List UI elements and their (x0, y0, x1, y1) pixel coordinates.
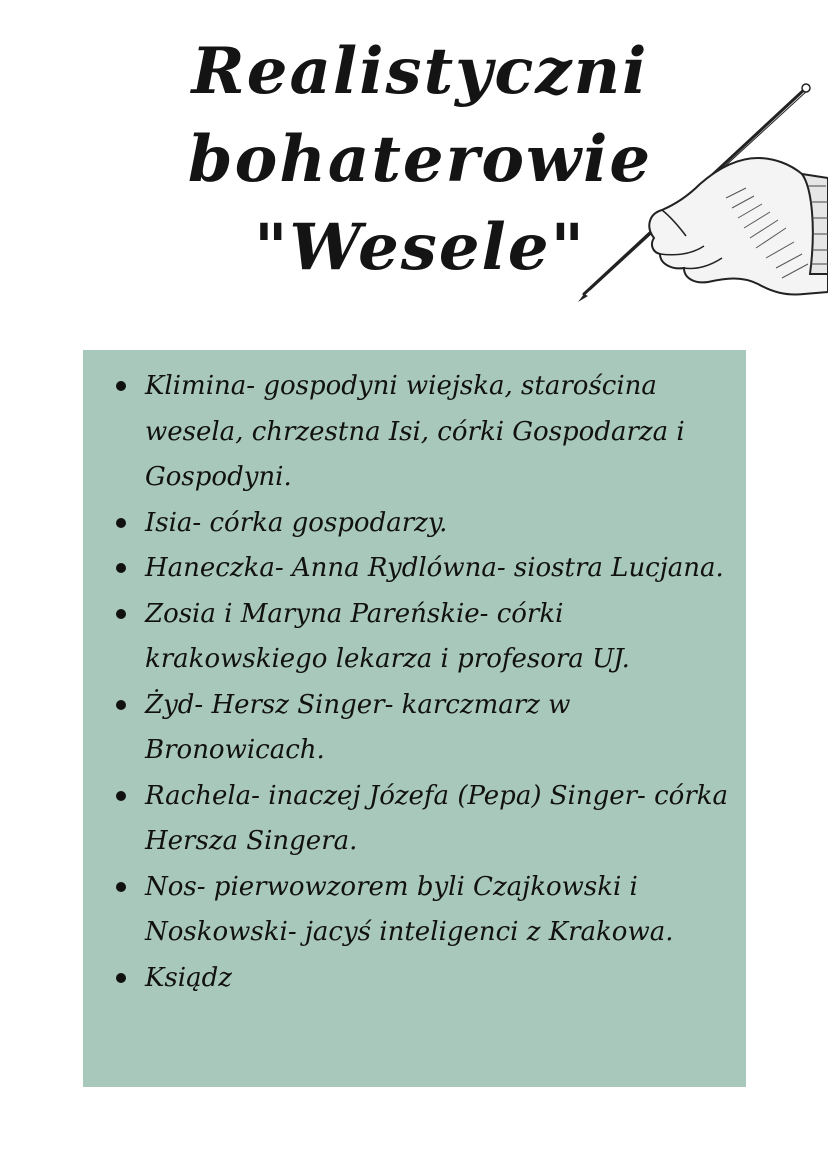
list-item (83, 364, 746, 501)
list-item (83, 774, 746, 865)
characters-panel (83, 350, 746, 1087)
list-item-text: Isia- córka gospodarzy. (145, 507, 448, 538)
hand-holding-pen-icon (576, 78, 828, 308)
list-item-text: Zosia i Maryna Pareńskie- córki krakowskiego lekarza i profesora UJ. (145, 598, 630, 674)
title-line-2: bohaterowie (187, 122, 653, 197)
bullet-icon (116, 563, 126, 573)
list-item (83, 956, 746, 1002)
bullet-icon (116, 700, 126, 710)
list-item (83, 683, 746, 774)
list-item-text: Klimina- gospodyni wiejska, starościna wesela, chrzestna Isi, córki Gospodarza i Gospodyni. (145, 371, 685, 492)
list-item (83, 865, 746, 956)
title-line-1: Realistyczni (191, 34, 649, 109)
list-item-text: Haneczka- Anna Rydlówna- siostra Lucjana. (145, 553, 724, 583)
bullet-icon (116, 791, 126, 801)
list-item-text: Ksiądz (145, 962, 232, 993)
list-item (83, 592, 746, 683)
list-item (83, 501, 746, 547)
title-line-3: "Wesele" (254, 210, 586, 285)
list-item-text: Żyd- Hersz Singer- karczmarz w Bronowicach. (145, 689, 571, 765)
bullet-icon (116, 609, 126, 619)
bullet-icon (116, 518, 126, 528)
bullet-icon (116, 973, 126, 983)
list-item (83, 546, 746, 592)
list-item-text: Rachela- inaczej Józefa (Pepa) Singer- córka Hersza Singera. (145, 780, 729, 856)
bullet-icon (116, 381, 126, 391)
list-item-text: Nos- pierwowzorem byli Czajkowski i Noskowski- jacyś inteligenci z Krakowa. (145, 871, 674, 947)
bullet-icon (116, 882, 126, 892)
characters-list (83, 364, 746, 1001)
